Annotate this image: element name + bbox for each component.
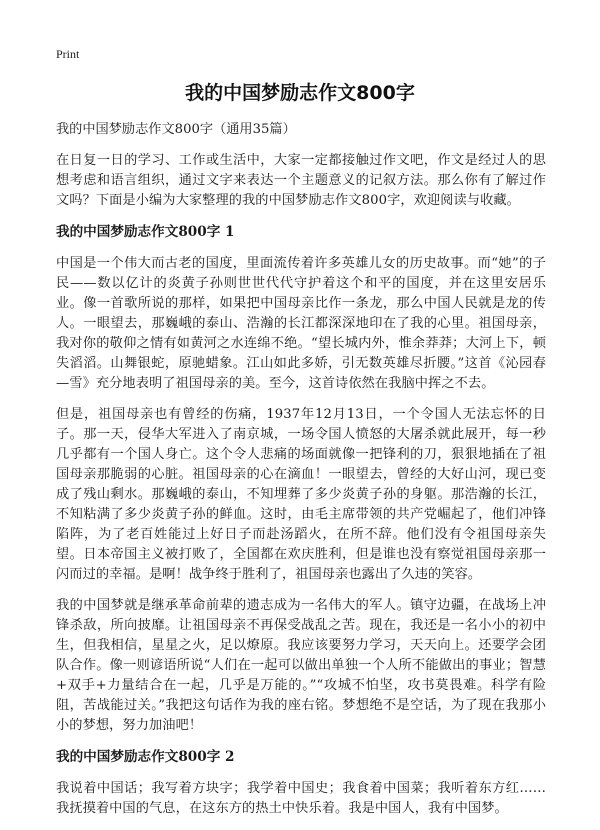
section-heading-2: 我的中国梦励志作文800字 2 xyxy=(56,749,235,765)
article-body xyxy=(56,120,546,830)
section-1-paragraph-3: 我的中国梦就是继承革命前辈的遗志成为一名伟大的军人。镇守边疆，在战场上冲锋杀敌，所向披靡。让祖国母亲不再保受战乱之苦。现在，我还是一名小小的初中生，但我相信，星星之火，足以燎原。我应该要努力学习，天天向上。还要学会团队合作。像一则谚语所说“人们在一起可以做出单独一个人所不能做出的事业；智慧+双手+力量结合在一起，几乎是万能的。”“攻城不怕坚，攻书莫畏难。科学有险阻，苦战能过关。”我把这句话作为我的座右铭。梦想绝不是空话，为了现在我那小小的梦想，努力加油吧！ xyxy=(56,598,546,733)
section-1-paragraph-2: 但是，祖国母亲也有曾经的伤痛，1937年12月13日，一个令国人无法忘怀的日子。那一天，侵华大军进入了南京城，一场令国人愤怒的大屠杀就此展开，每一秒几乎都有一个国人身亡。这个令人悲痛的场面就像一把锋利的刀，狠狠地插在了祖国母亲那脆弱的心脏。祖国母亲的心在滴血！一眼望去，曾经的大好山河，现已变成了残山剩水。那巍峨的泰山，不知埋葬了多少炎黄子孙的身躯。那浩瀚的长江，不知粘满了多少炎黄子孙的鲜血。这时，由毛主席带领的共产党崛起了，他们冲锋陷阵，为了老百姓能过上好日子而赴汤蹈火，在所不辞。他们没有令祖国母亲失望。日本帝国主义被打败了，全国都在欢庆胜利，但是谁也没有察觉祖国母亲那一闪而过的幸福。是啊！战争终于胜利了，祖国母亲也露出了久违的笑容。 xyxy=(56,407,546,582)
print-label[interactable]: Print xyxy=(56,47,80,61)
section-1-paragraph-1: 中国是一个伟大而古老的国度，里面流传着许多英雄儿女的历史故事。而“她”的子民——数以亿计的炎黄子孙则世世代代守护着这个和平的国度，并在这里安居乐业。像一首歌所说的那样，如果把中国母亲比作一条龙，那么中国人民就是龙的传人。一眼望去，那巍峨的泰山、浩瀚的长江都深深地印在了我的心里。祖国母亲，我对你的敬仰之情有如黄河之水连绵不绝。“望长城内外，惟余莽莽；大河上下，顿失滔滔。山舞银蛇，原驰蜡象。江山如此多娇，引无数英雄尽折腰。”这首《沁园春—雪》充分地表明了祖国母亲的美。至今，这首诗依然在我脑中挥之不去。 xyxy=(56,256,546,391)
article-subtitle: 我的中国梦励志作文800字（通用35篇） xyxy=(56,122,296,137)
intro-paragraph: 在日复一日的学习、工作或生活中，大家一定都接触过作文吧，作文是经过人的思想考虑和语言组织，通过文字来表达一个主题意义的记叙方法。那么你有了解过作文吗？下面是小编为大家整理的我的中国梦励志作文800字，欢迎阅读与收藏。 xyxy=(56,153,546,208)
page-title: 我的中国梦励志作文800字 xyxy=(185,82,415,104)
section-2-paragraph-1: 我说着中国话；我写着方块字；我学着中国史；我食着中国菜；我听着东方红……我抚摸着中国的气息，在这东方的热土中快乐着。我是中国人，我有中国梦。 xyxy=(56,781,546,816)
section-heading-1: 我的中国梦励志作文800字 1 xyxy=(56,224,235,240)
